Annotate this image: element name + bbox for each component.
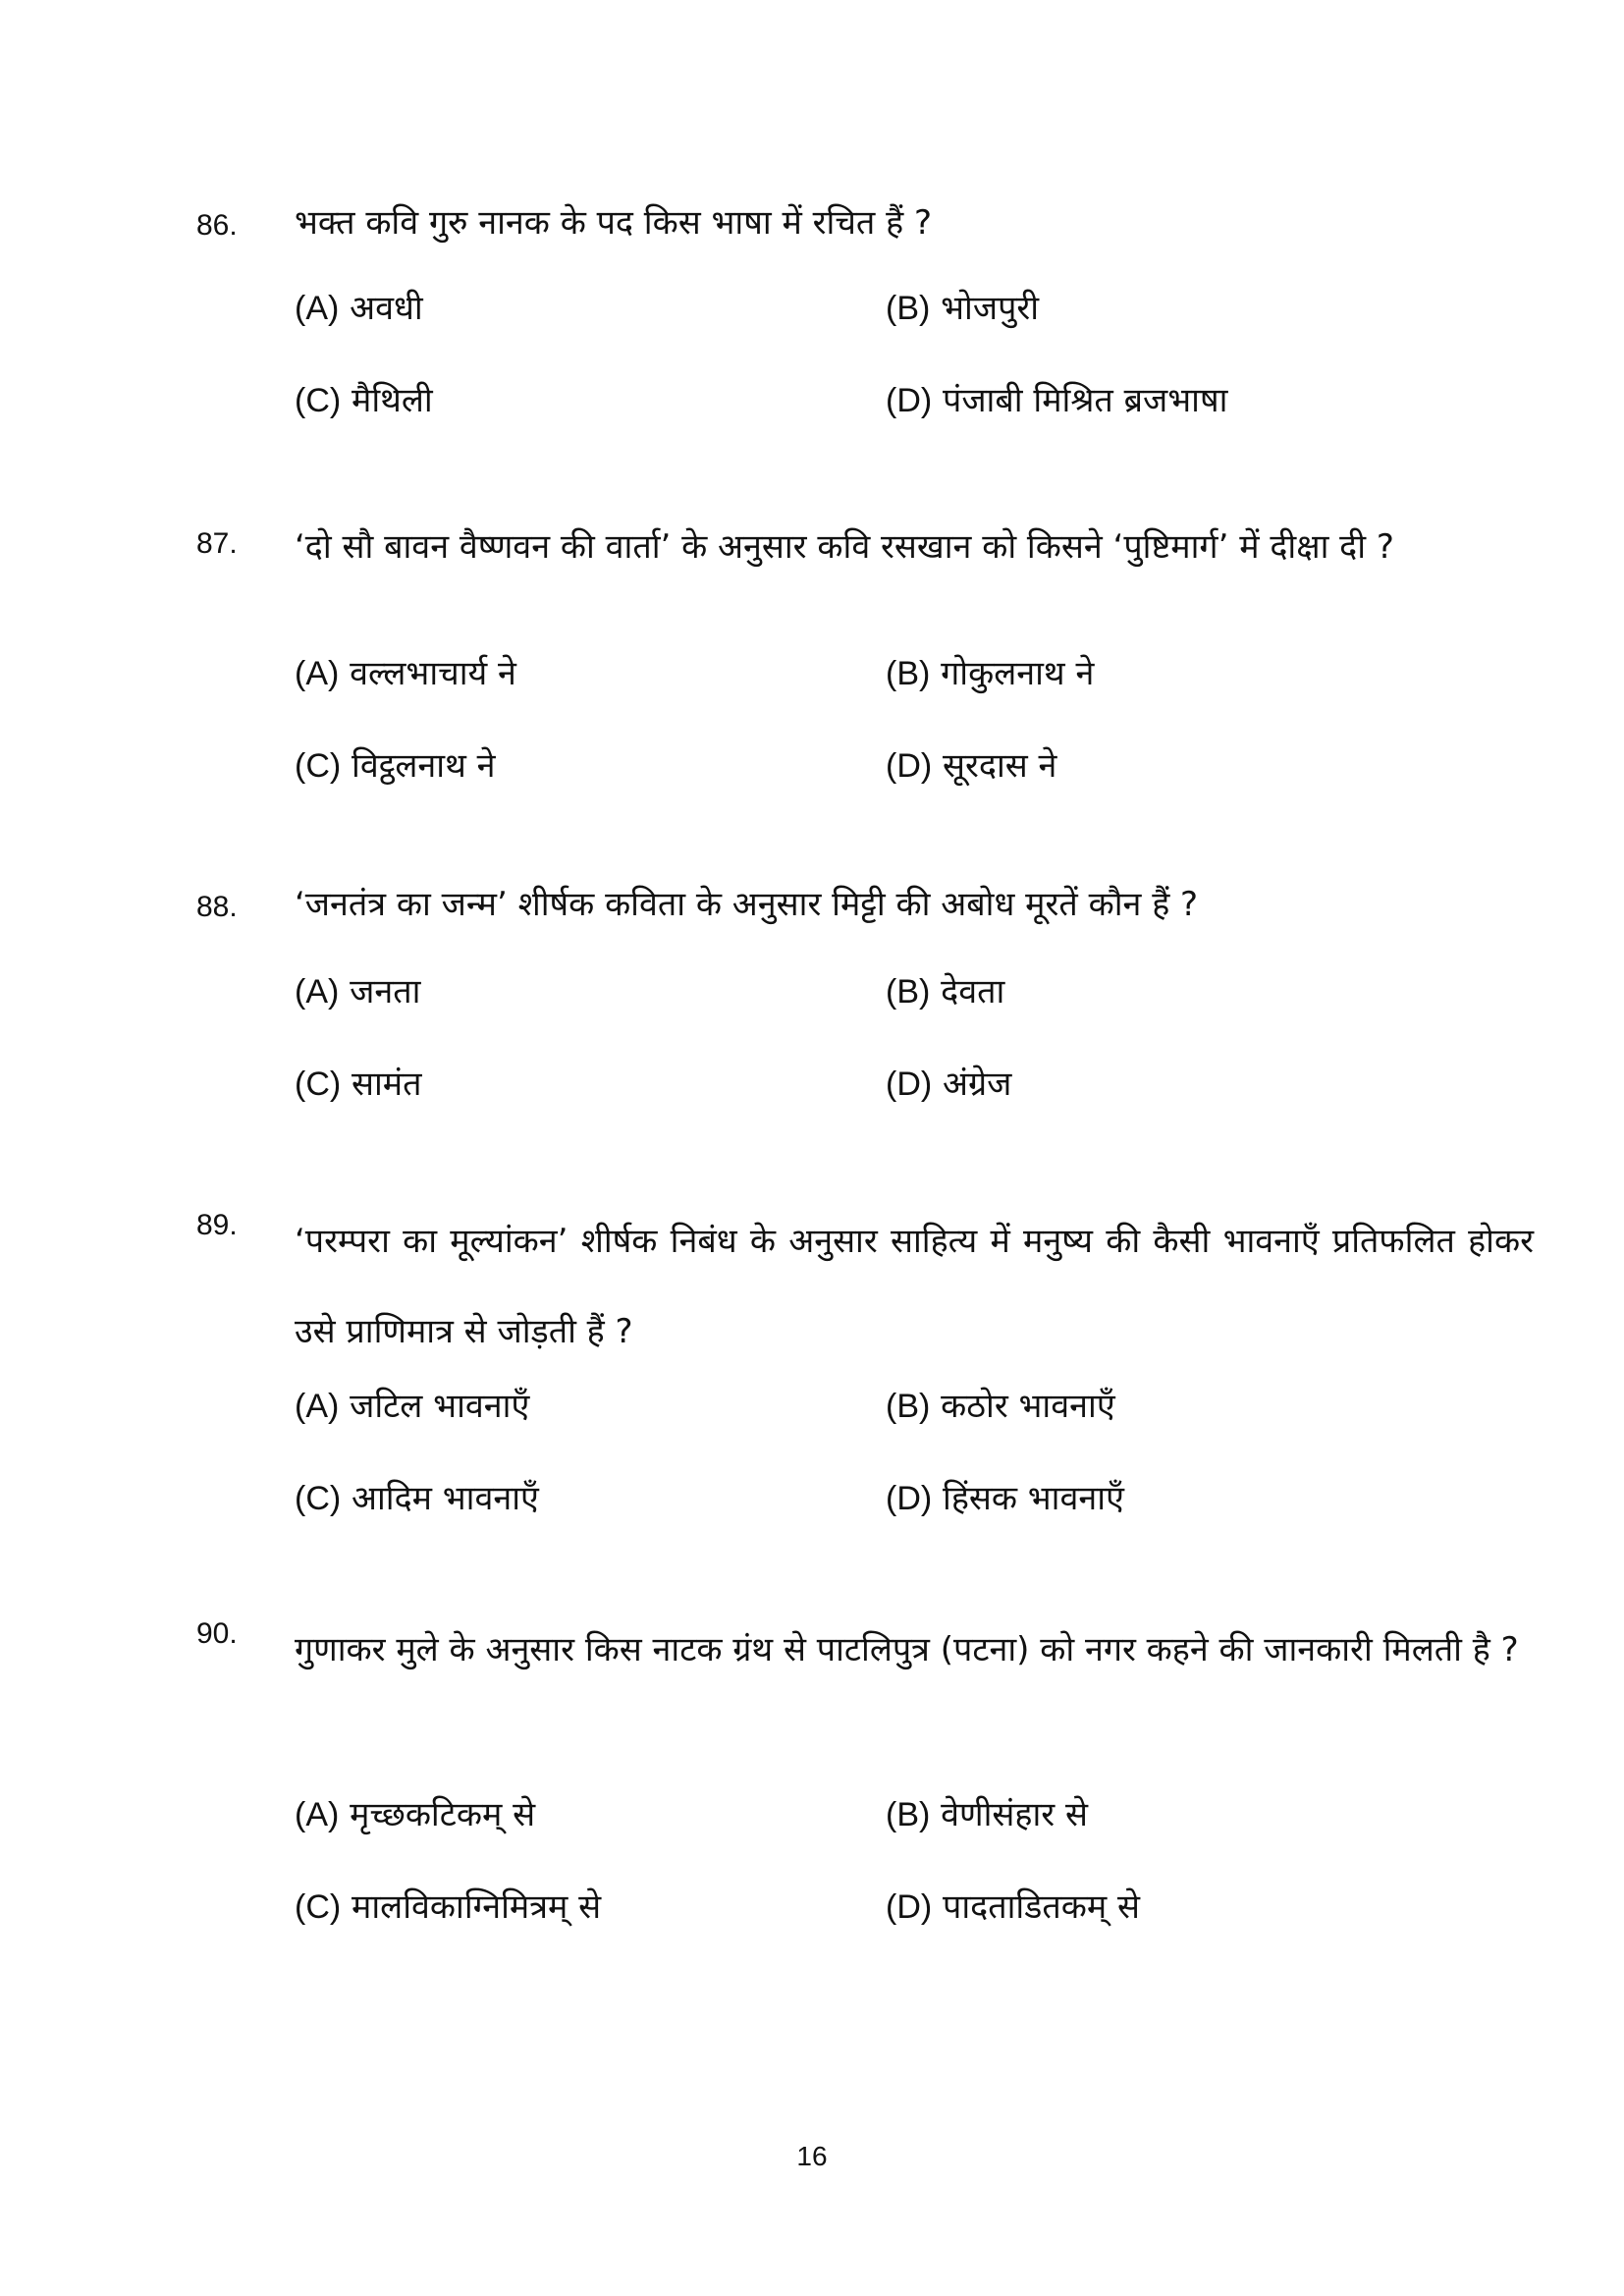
question-number: 88. xyxy=(196,891,238,923)
question-text: ‘दो सौ बावन वैष्णवन की वार्ता’ के अनुसार कवि रसखान को किसने ‘पुष्टिमार्ग’ में दीक्षा दी ? xyxy=(295,527,1394,567)
option-text: गोकुलनाथ ने xyxy=(941,654,1095,693)
question-text: भक्त कवि गुरु नानक के पद किस भाषा में रचित हैं ? xyxy=(295,203,933,243)
page-number: 16 xyxy=(796,2141,828,2171)
option-text: भोजपुरी xyxy=(941,289,1040,328)
option-d xyxy=(886,742,1056,790)
option-b xyxy=(886,1383,1115,1430)
option-text: आदिम भावनाएँ xyxy=(352,1479,539,1518)
option-text: वल्लभाचार्य ने xyxy=(350,654,516,693)
question-text: ‘परम्परा का मूल्यांकन’ शीर्षक निबंध के अनुसार साहित्य में मनुष्य की कैसी भावनाएँ प्रतिफलित होकर उसे प्राणिमात्र से जोड़ती हैं ? xyxy=(295,1222,1534,1351)
option-text: हिंसक भावनाएँ xyxy=(943,1479,1124,1518)
option-label: (B) xyxy=(886,290,931,327)
option-text: जटिल भावनाएँ xyxy=(350,1387,530,1426)
option-b xyxy=(886,650,1094,697)
question-number: 90. xyxy=(196,1617,238,1650)
option-d xyxy=(886,1884,1140,1931)
option-d xyxy=(886,377,1227,424)
option-label: (C) xyxy=(295,1888,342,1926)
option-text: पंजाबी मिश्रित ब्रजभाषा xyxy=(943,381,1228,420)
question-number: 87. xyxy=(196,527,238,560)
option-a xyxy=(295,650,516,697)
option-text: सूरदास ने xyxy=(943,746,1057,786)
option-text: मालविकाग्निमित्रम् से xyxy=(352,1887,602,1927)
option-label: (A) xyxy=(295,973,340,1011)
option-label: (D) xyxy=(886,1066,933,1103)
option-label: (A) xyxy=(295,655,340,692)
option-b xyxy=(886,285,1039,332)
option-a xyxy=(295,285,423,332)
question-number: 86. xyxy=(196,209,238,242)
option-label: (A) xyxy=(295,1388,340,1425)
option-label: (A) xyxy=(295,290,340,327)
option-label: (D) xyxy=(886,747,933,785)
option-d xyxy=(886,1061,1011,1108)
option-label: (D) xyxy=(886,382,933,419)
option-text: देवता xyxy=(941,972,1005,1011)
option-a xyxy=(295,1791,535,1838)
option-label: (D) xyxy=(886,1480,933,1517)
option-b xyxy=(886,968,1004,1015)
option-text: मैथिली xyxy=(352,381,433,420)
option-c xyxy=(295,1884,601,1931)
option-d xyxy=(886,1475,1124,1522)
option-a xyxy=(295,1383,529,1430)
option-label: (B) xyxy=(886,655,931,692)
option-label: (C) xyxy=(295,1480,342,1517)
option-c xyxy=(295,742,495,790)
option-text: पादताडितकम् से xyxy=(943,1887,1140,1927)
question-text: गुणाकर मुले के अनुसार किस नाटक ग्रंथ से पाटलिपुत्र (पटना) को नगर कहने की जानकारी मिलती है ? xyxy=(295,1630,1519,1669)
option-label: (A) xyxy=(295,1796,340,1833)
option-c xyxy=(295,377,433,424)
option-label: (C) xyxy=(295,1066,342,1103)
option-label: (B) xyxy=(886,1388,931,1425)
option-text: वेणीसंहार से xyxy=(941,1795,1088,1834)
option-text: मृच्छकटिकम् से xyxy=(350,1795,536,1834)
option-label: (C) xyxy=(295,382,342,419)
option-b xyxy=(886,1791,1088,1838)
option-a xyxy=(295,968,420,1015)
option-label: (B) xyxy=(886,973,931,1011)
question-text: ‘जनतंत्र का जन्म’ शीर्षक कविता के अनुसार मिट्टी की अबोध मूरतें कौन हैं ? xyxy=(295,885,1199,924)
option-label: (B) xyxy=(886,1796,931,1833)
option-text: अंग्रेज xyxy=(943,1065,1012,1104)
option-c xyxy=(295,1061,422,1108)
question-number: 89. xyxy=(196,1209,238,1241)
option-text: विट्ठलनाथ ने xyxy=(352,746,496,786)
option-c xyxy=(295,1475,539,1522)
option-text: कठोर भावनाएँ xyxy=(941,1387,1115,1426)
option-text: अवधी xyxy=(350,289,423,328)
option-text: सामंत xyxy=(352,1065,422,1104)
option-label: (C) xyxy=(295,747,342,785)
option-label: (D) xyxy=(886,1888,933,1926)
option-text: जनता xyxy=(350,972,421,1011)
